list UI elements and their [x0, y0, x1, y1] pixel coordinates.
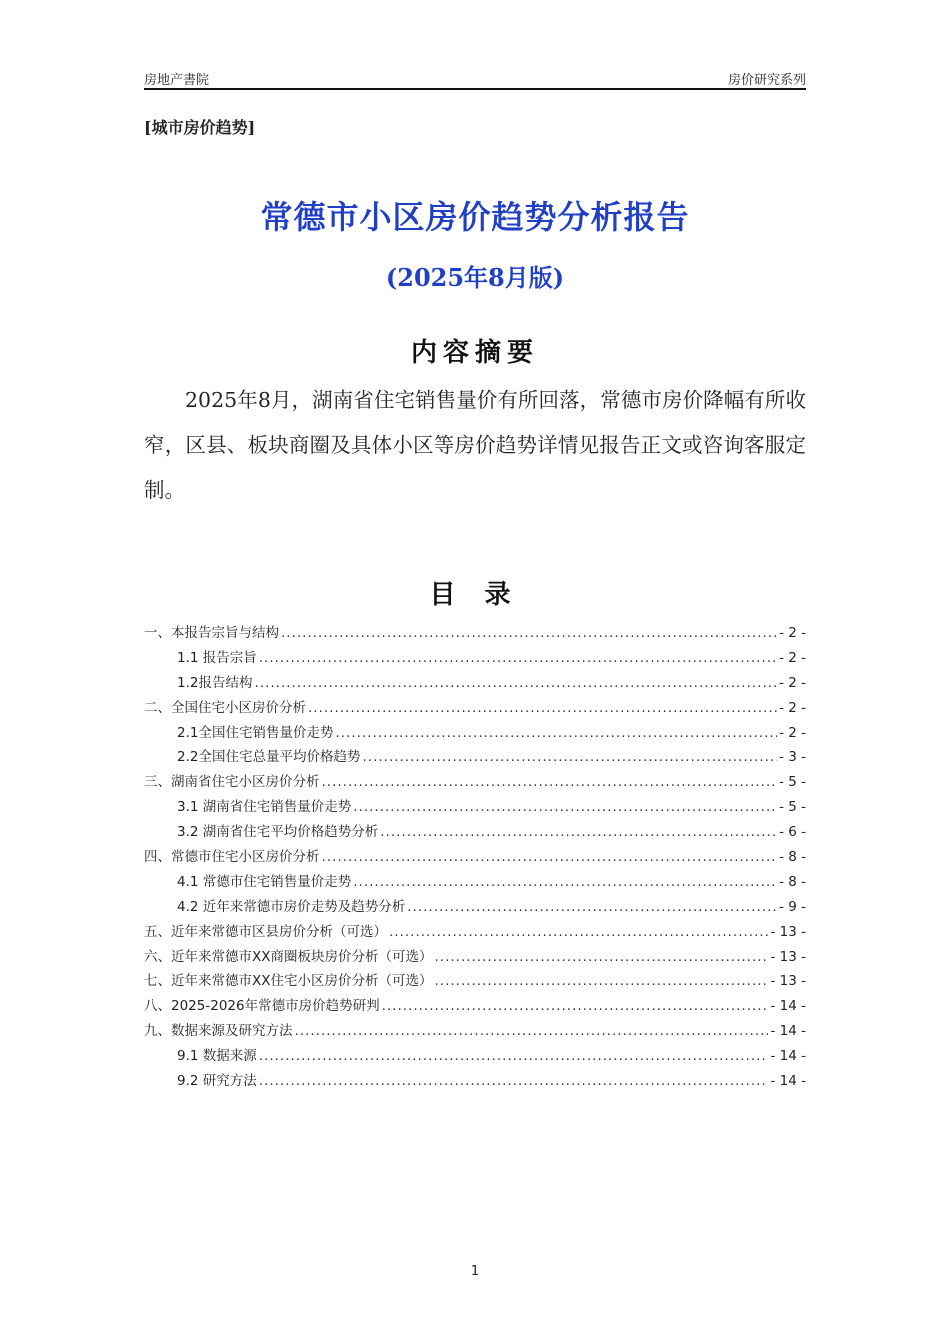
toc-entry-label[interactable]: 4.2 近年来常德市房价走势及趋势分析 — [177, 898, 406, 915]
toc-dot-leader — [259, 646, 777, 671]
toc-entry-label[interactable]: 3.2 湖南省住宅平均价格趋势分析 — [177, 824, 379, 841]
page-header — [144, 68, 806, 90]
toc-entry[interactable] — [144, 621, 806, 646]
toc-entry-page: - 13 - — [770, 948, 806, 965]
toc-dot-leader — [254, 671, 777, 696]
toc-entry-page: - 14 - — [770, 998, 806, 1015]
toc-entry[interactable] — [144, 969, 806, 994]
toc-dot-leader — [353, 795, 777, 820]
toc-entry-label[interactable]: 4.1 常德市住宅销售量价走势 — [177, 873, 352, 890]
toc-entry-page: - 3 - — [779, 749, 806, 766]
toc-entry[interactable] — [144, 845, 806, 870]
toc-dot-leader — [322, 845, 778, 870]
toc-entry-page: - 6 - — [779, 824, 806, 841]
header-series: 房价研究系列 — [727, 73, 806, 88]
toc-dot-leader — [380, 820, 777, 845]
toc-dot-leader — [259, 1044, 769, 1069]
toc-entry-page: - 13 - — [770, 923, 806, 940]
toc-entry-page: - 5 - — [779, 774, 806, 791]
toc-entry-page: - 14 - — [770, 1048, 806, 1065]
toc-entry[interactable] — [144, 1019, 806, 1044]
toc-entry[interactable] — [144, 646, 806, 671]
toc-entry-label[interactable]: 2.2全国住宅总量平均价格趋势 — [177, 749, 361, 766]
toc-dot-leader — [295, 1019, 769, 1044]
toc-entry[interactable] — [144, 994, 806, 1019]
toc-dot-leader — [435, 969, 769, 994]
toc-entry-page: - 2 - — [779, 625, 806, 641]
toc-entry-label[interactable]: 二、全国住宅小区房价分析 — [144, 699, 306, 716]
toc-entry-label[interactable]: 四、常德市住宅小区房价分析 — [144, 849, 320, 866]
abstract-body: 2025年8月，湖南省住宅销售量价有所回落，常德市房价降幅有所收窄，区县、板块商圈及具体小区等房价趋势详情见报告正文或咨询客服定制。 — [144, 388, 806, 502]
toc-entry-label[interactable]: 三、湖南省住宅小区房价分析 — [144, 774, 320, 791]
toc-entry-label[interactable]: 1.2报告结构 — [177, 674, 253, 691]
toc-entry-page: - 8 - — [779, 849, 806, 866]
toc-dot-leader — [407, 895, 777, 920]
toc-entry-page: - 2 - — [779, 674, 806, 691]
toc-entry-page: - 5 - — [779, 799, 806, 816]
toc-dot-leader — [259, 1069, 769, 1094]
toc-entry-label[interactable]: 9.1 数据来源 — [177, 1048, 257, 1065]
toc-dot-leader — [362, 745, 777, 770]
toc-entry-label[interactable]: 八、2025-2026年常德市房价趋势研判 — [144, 998, 380, 1015]
report-title: 常德市小区房价趋势分析报告 — [260, 198, 690, 236]
toc-entry[interactable] — [144, 1069, 806, 1094]
toc-entry-page: - 2 - — [779, 649, 806, 666]
toc-dot-leader — [281, 621, 777, 646]
toc-entry-page: - 14 - — [770, 1023, 806, 1040]
toc-dot-leader — [308, 696, 777, 721]
toc-entry-page: - 13 - — [770, 973, 806, 990]
toc-entry[interactable] — [144, 945, 806, 970]
toc-entry-label[interactable]: 七、近年来常德市XX住宅小区房价分析（可选） — [144, 973, 433, 990]
toc-entry-page: - 14 - — [770, 1073, 806, 1090]
toc-entry-page: - 8 - — [779, 873, 806, 890]
toc-entry-label[interactable]: 3.1 湖南省住宅销售量价走势 — [177, 799, 352, 816]
toc-dot-leader — [389, 920, 768, 945]
table-of-contents — [144, 621, 806, 1094]
toc-heading: 目 录 — [429, 580, 521, 610]
toc-entry-label[interactable]: 2.1全国住宅销售量价走势 — [177, 724, 334, 741]
toc-entry[interactable] — [144, 820, 806, 845]
toc-entry-page: - 2 - — [779, 699, 806, 716]
toc-entry[interactable] — [144, 696, 806, 721]
toc-entry-page: - 9 - — [779, 898, 806, 915]
toc-entry-label[interactable]: 一、本报告宗旨与结构 — [144, 625, 279, 641]
toc-entry-label[interactable]: 五、近年来常德市区县房价分析（可选） — [144, 923, 387, 940]
toc-entry-label[interactable]: 九、数据来源及研究方法 — [144, 1023, 293, 1040]
toc-dot-leader — [322, 770, 778, 795]
toc-entry[interactable] — [144, 870, 806, 895]
toc-dot-leader — [335, 721, 777, 746]
page-number: 1 — [470, 1264, 480, 1279]
toc-entry[interactable] — [144, 671, 806, 696]
toc-entry[interactable] — [144, 721, 806, 746]
toc-entry-label[interactable]: 六、近年来常德市XX商圈板块房价分析（可选） — [144, 948, 433, 965]
toc-entry[interactable] — [144, 895, 806, 920]
toc-entry[interactable] — [144, 745, 806, 770]
header-publisher: 房地产書院 — [144, 73, 210, 88]
abstract-heading: 内容摘要 — [410, 338, 539, 368]
toc-dot-leader — [382, 994, 769, 1019]
toc-entry[interactable] — [144, 795, 806, 820]
category-tag: [城市房价趋势] — [144, 118, 256, 137]
toc-entry[interactable] — [144, 770, 806, 795]
toc-dot-leader — [353, 870, 777, 895]
toc-dot-leader — [435, 945, 769, 970]
toc-entry[interactable] — [144, 920, 806, 945]
toc-entry-label[interactable]: 1.1 报告宗旨 — [177, 649, 257, 666]
report-edition: (2025年8月版) — [385, 263, 565, 292]
toc-entry-label[interactable]: 9.2 研究方法 — [177, 1073, 257, 1090]
toc-entry-page: - 2 - — [779, 724, 806, 741]
toc-entry[interactable] — [144, 1044, 806, 1069]
